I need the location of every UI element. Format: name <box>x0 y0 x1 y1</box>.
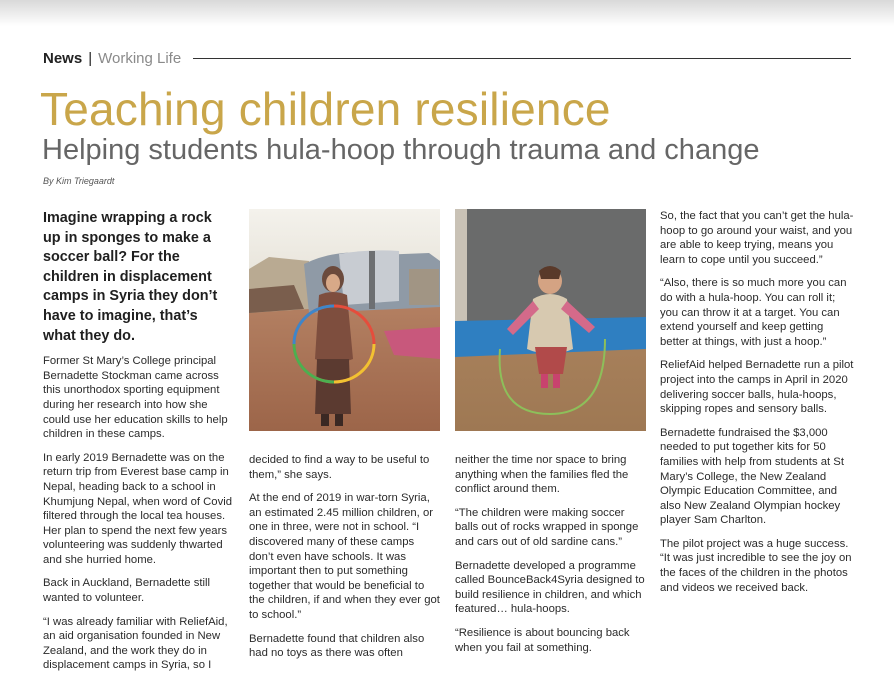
photo-girl-with-hula-hoop <box>249 209 440 431</box>
body-paragraph: Back in Auckland, Bernadette still wanted to volunteer. <box>43 577 211 605</box>
body-paragraph: Bernadette developed a programme called BounceBack4Syria designed to build resilience in children, and which featured… hula-hoops. <box>455 559 645 616</box>
body-paragraph: At the end of 2019 in war-torn Syria, an estimated 2.45 million children, or one in three, were not in school. “I discovered many of these camps don’t even have schools. It was important then to put something together that would be beneficial to the children, if and when they ever got to school.” <box>249 492 440 621</box>
article-column-1 <box>43 209 233 682</box>
article-column-2 <box>249 453 441 670</box>
page-top-shadow <box>0 0 894 26</box>
header-rule <box>193 58 851 59</box>
photo-child-skipping-rope <box>455 209 646 431</box>
section-label: News <box>43 49 83 67</box>
lead-paragraph: Imagine wrapping a rock up in sponges to make a soccer ball? For the children in displacement camps in Syria they don’t have to imagine, that’s what they do. <box>43 210 218 344</box>
body-paragraph: ReliefAid helped Bernadette run a pilot project into the camps in April in 2020 delivering soccer balls, hula-hoops, skipping ropes and sensory balls. <box>660 359 854 416</box>
body-paragraph: The pilot project was a huge success. “It was just incredible to see the joy on the faces of the children in the photos and videos we received back. <box>660 537 852 594</box>
article-column-3 <box>455 453 648 664</box>
body-paragraph: “I was already familiar with ReliefAid, an aid organisation founded in New Zealand, and the work they do in displacement camps in Syria, so I <box>43 615 228 672</box>
article-column-4 <box>660 209 855 604</box>
body-paragraph: In early 2019 Bernadette was on the return trip from Everest base camp in Nepal, heading back to a school in Khumjung Nepal, when word of Covid filtered through the local tea houses. Her plan to spend the next few years volunteering was suddenly thwarted and she hurried home. <box>43 451 233 566</box>
subsection-label: Working Life <box>98 49 182 67</box>
body-paragraph: “The children were making soccer balls out of rocks wrapped in sponge and cars out of old sardine cans.” <box>455 506 639 548</box>
body-paragraph: Bernadette fundraised the $3,000 needed to put together kits for 50 families with help from students at St Mary’s College, the New Zealand Olympic Education Committee, and also New Zealand Olympian hockey player Sam Charlton. <box>660 426 844 527</box>
section-separator: | <box>88 49 93 67</box>
body-paragraph: decided to find a way to be useful to them,” she says. <box>249 454 430 481</box>
body-paragraph: Bernadette found that children also had no toys as there was often <box>249 632 425 660</box>
article-title: Teaching children resilience <box>40 83 611 135</box>
body-paragraph: “Also, there is so much more you can do with a hula-hoop. You can roll it; you can throw it at a target. You can extend yourself and keep getting better at things, with just a hoop.” <box>660 277 847 348</box>
article-subtitle: Helping students hula-hoop through trauma and change <box>42 134 760 166</box>
body-paragraph: Former St Mary’s College principal Bernadette Stockman came across this unorthodox sporting equipment during her research into how she could use her education skills to help children in these camps. <box>43 355 228 441</box>
body-paragraph: “Resilience is about bouncing back when you fail at something. <box>455 626 630 654</box>
section-header <box>43 47 851 69</box>
body-paragraph: So, the fact that you can’t get the hula-hoop to go around your waist, and you are able to keep trying, means you learn to cope until you succeed.” <box>660 210 854 266</box>
byline: By Kim Triegaardt <box>43 176 115 186</box>
body-paragraph: neither the time nor space to bring anything when the families fled the conflict around them. <box>455 454 629 496</box>
